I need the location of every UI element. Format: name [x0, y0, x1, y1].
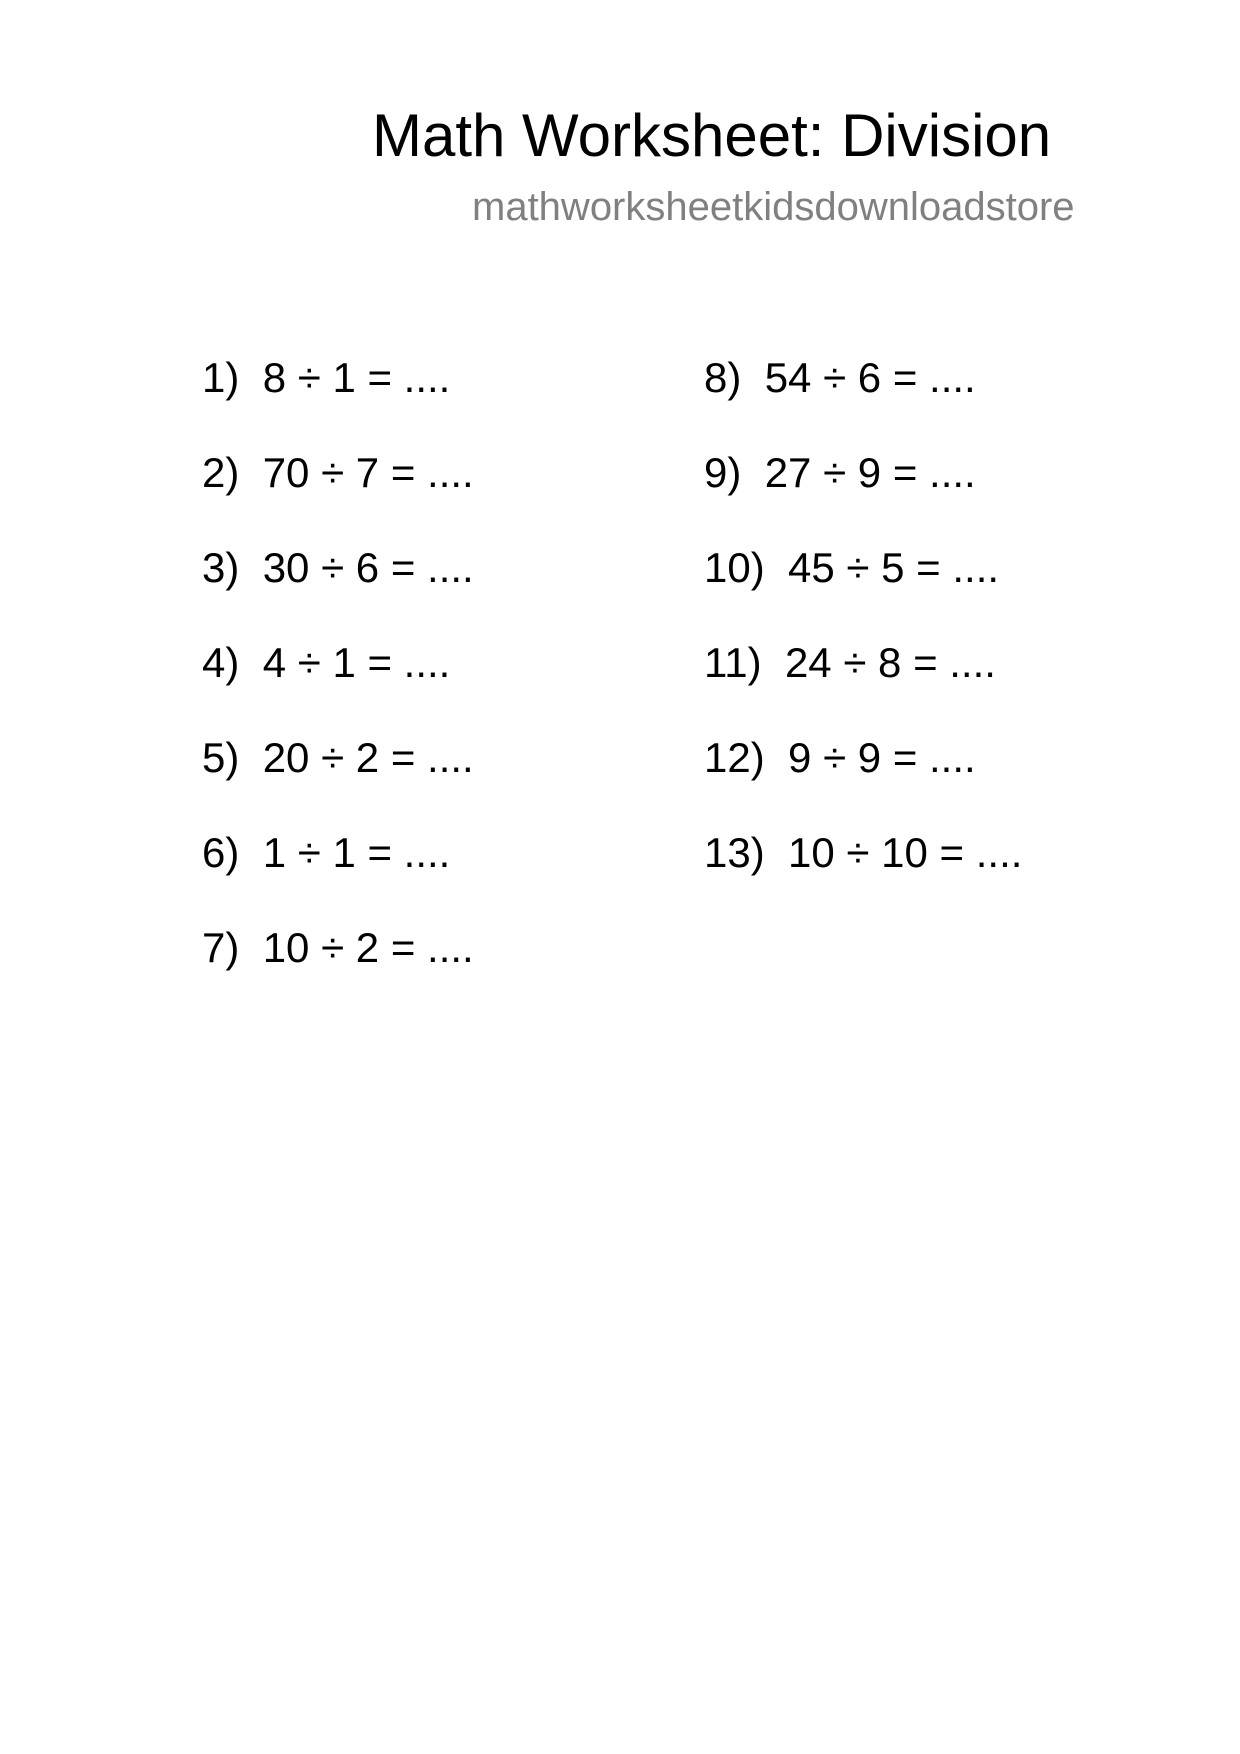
problem-number: 5): [202, 734, 240, 781]
problem-expression: 9 ÷ 9 = ....: [788, 734, 976, 781]
problem-item: [704, 730, 1022, 825]
problem-number: 4): [202, 639, 240, 686]
problem-number: 13): [704, 829, 765, 876]
problem-number: 2): [202, 449, 240, 496]
problem-list-left: [202, 350, 474, 1015]
problem-expression: 1 ÷ 1 = ....: [262, 829, 451, 876]
problem-number: 6): [202, 829, 240, 876]
problem-item: [202, 920, 474, 1015]
problem-item: [202, 540, 474, 635]
problem-expression: 70 ÷ 7 = ....: [262, 449, 474, 496]
problem-expression: 8 ÷ 1 = ....: [262, 354, 451, 401]
problem-number: 1): [202, 354, 240, 401]
problem-number: 12): [704, 734, 765, 781]
problem-item: [202, 825, 474, 920]
problem-item: [202, 445, 474, 540]
problem-item: [704, 350, 1022, 445]
problem-item: [704, 635, 1022, 730]
problem-item: [704, 825, 1022, 920]
problem-expression: 27 ÷ 9 = ....: [764, 449, 976, 496]
problem-item: [704, 445, 1022, 540]
problem-number: 8): [704, 354, 742, 401]
problem-expression: 24 ÷ 8 = ....: [784, 639, 996, 686]
problem-number: 11): [704, 639, 762, 686]
problem-number: 9): [704, 449, 742, 496]
page-title: Math Worksheet: Division: [372, 102, 1052, 169]
problem-expression: 10 ÷ 2 = ....: [262, 924, 474, 971]
problem-item: [704, 540, 1022, 635]
problem-item: [202, 350, 474, 445]
problem-expression: 10 ÷ 10 = ....: [788, 829, 1023, 876]
problem-item: [202, 635, 474, 730]
problem-item: [202, 730, 474, 825]
problem-expression: 4 ÷ 1 = ....: [262, 639, 451, 686]
page-subtitle: mathworksheetkidsdownloadstore: [472, 185, 1075, 229]
problem-expression: 30 ÷ 6 = ....: [262, 544, 474, 591]
problem-expression: 54 ÷ 6 = ....: [764, 354, 976, 401]
problem-list-right: [704, 350, 1022, 920]
problem-number: 10): [704, 544, 765, 591]
problem-expression: 20 ÷ 2 = ....: [262, 734, 474, 781]
problem-number: 7): [202, 924, 240, 971]
problem-number: 3): [202, 544, 240, 591]
problem-expression: 45 ÷ 5 = ....: [788, 544, 1000, 591]
